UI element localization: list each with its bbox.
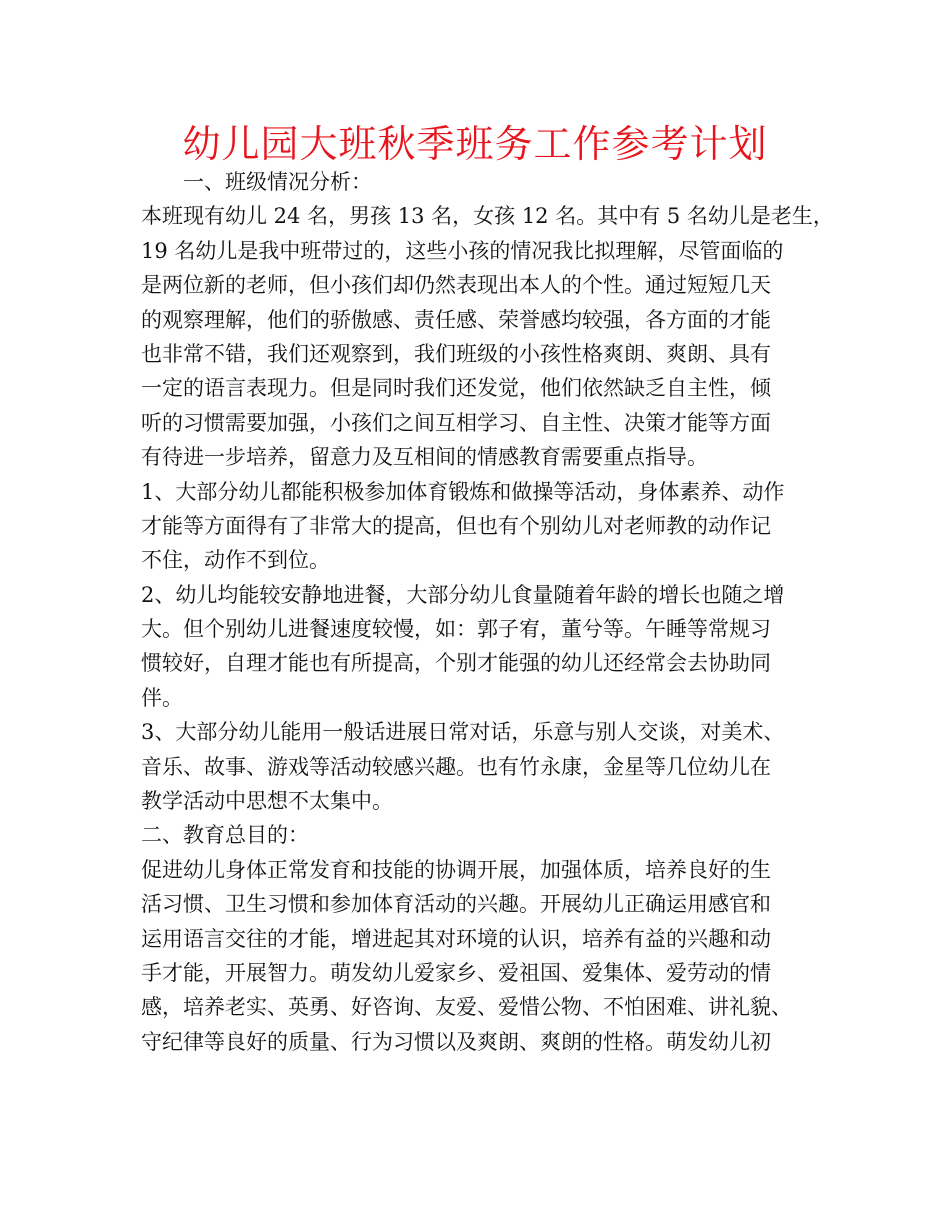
paragraph-line: 本班现有幼儿 24 名，男孩 13 名，女孩 12 名。其中有 5 名幼儿是老生， bbox=[141, 204, 834, 229]
list-item-2-line: 大。但个别幼儿进餐速度较慢，如：郭子宥，董兮等。午睡等常规习 bbox=[141, 617, 771, 642]
paragraph-line: 守纪律等良好的质量、行为习惯以及爽朗、爽朗的性格。萌发幼儿初 bbox=[141, 1029, 771, 1054]
paragraph-line: 19 名幼儿是我中班带过的，这些小孩的情况我比拟理解，尽管面临的 bbox=[141, 238, 784, 263]
list-item-1-line: 不住，动作不到位。 bbox=[141, 548, 330, 573]
paragraph-line: 活习惯、卫生习惯和参加体育活动的兴趣。开展幼儿正确运用感官和 bbox=[141, 892, 771, 917]
paragraph-line: 也非常不错，我们还观察到，我们班级的小孩性格爽朗、爽朗、具有 bbox=[141, 341, 771, 366]
document-title: 幼儿园大班秋季班务工作参考计划 bbox=[182, 122, 768, 166]
paragraph-line: 有待进一步培养，留意力及互相间的情感教育需要重点指导。 bbox=[141, 445, 708, 470]
list-item-2-line: 惯较好，自理才能也有所提高，个别才能强的幼儿还经常会去协助同 bbox=[141, 651, 771, 676]
list-item-3-line: 3、大部分幼儿能用一般话进展日常对话，乐意与别人交谈，对美术、 bbox=[141, 720, 785, 745]
section-heading-class-analysis: 一、班级情况分析： bbox=[183, 170, 372, 194]
list-item-1-line: 才能等方面得有了非常大的提高，但也有个别幼儿对老师教的动作记 bbox=[141, 513, 771, 538]
list-item-3-line: 教学活动中思想不太集中。 bbox=[141, 789, 393, 814]
paragraph-line: 的观察理解，他们的骄傲感、责任感、荣誉感均较强，各方面的才能 bbox=[141, 307, 771, 332]
list-item-2-line: 伴。 bbox=[141, 685, 183, 710]
list-item-3-line: 音乐、故事、游戏等活动较感兴趣。也有竹永康，金星等几位幼儿在 bbox=[141, 754, 771, 779]
paragraph-line: 运用语言交往的才能，增进起其对环境的认识，培养有益的兴趣和动 bbox=[141, 926, 771, 951]
paragraph-line: 听的习惯需要加强，小孩们之间互相学习、自主性、决策才能等方面 bbox=[141, 410, 771, 435]
list-item-1-line: 1、大部分幼儿都能积极参加体育锻炼和做操等活动，身体素养、动作 bbox=[141, 479, 785, 504]
paragraph-line: 一定的语言表现力。但是同时我们还发觉，他们依然缺乏自主性，倾 bbox=[141, 376, 771, 401]
paragraph-line: 手才能，开展智力。萌发幼儿爱家乡、爱祖国、爱集体、爱劳动的情 bbox=[141, 960, 771, 985]
section-heading-education-goals: 二、教育总目的： bbox=[141, 823, 309, 848]
document-body bbox=[141, 165, 841, 1059]
paragraph-line: 感，培养老实、英勇、好咨询、友爱、爱惜公物、不怕困难、讲礼貌、 bbox=[141, 995, 792, 1020]
paragraph-line: 促进幼儿身体正常发育和技能的协调开展，加强体质，培养良好的生 bbox=[141, 857, 771, 882]
list-item-2-line: 2、幼儿均能较安静地进餐，大部分幼儿食量随着年龄的增长也随之增 bbox=[141, 582, 785, 607]
paragraph-line: 是两位新的老师，但小孩们却仍然表现出本人的个性。通过短短几天 bbox=[141, 273, 771, 298]
